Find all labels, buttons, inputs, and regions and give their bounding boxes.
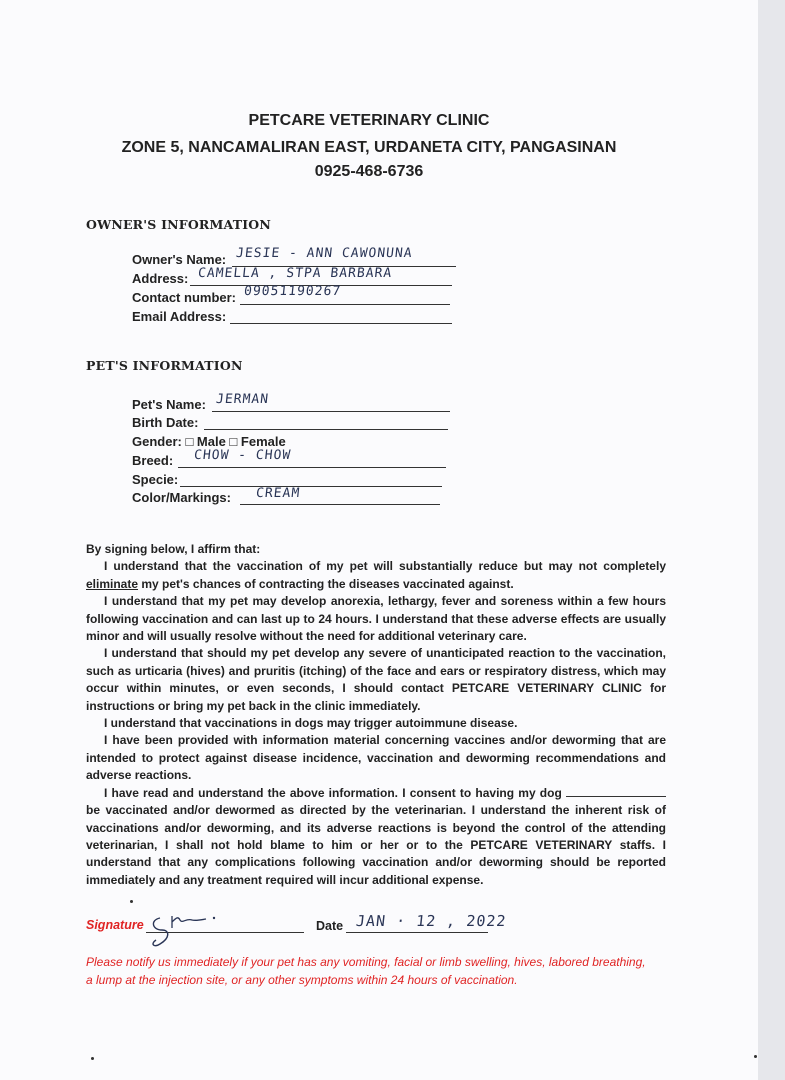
scan-edge — [758, 0, 785, 1080]
scan-speck — [754, 1055, 757, 1058]
breed-label: Breed: — [132, 453, 174, 468]
consent-p3: I understand that should my pet develop any severe of unanticipated reaction to the vaccination, such as urticaria (hives) and pruritis (itching) of the face and ears or respiratory distress, which may occur within minutes, or even seconds, I should contact PETCARE VETERINARY CLINIC for instructions or bring my pet back in the clinic immediately. — [86, 646, 666, 713]
pet-name-field — [132, 397, 206, 415]
clinic-name: PETCARE VETERINARY CLINIC — [248, 112, 490, 129]
owner-name-label: Owner's Name: — [132, 252, 227, 267]
clinic-address: ZONE 5, NANCAMALIRAN EAST, URDANETA CITY, PANGASINAN — [121, 139, 617, 156]
consent-intro: By signing below, I affirm that: — [86, 542, 261, 556]
consent-p1-b: my pet's chances of contracting the diseases vaccinated against. — [138, 576, 514, 591]
contact-label: Contact number: — [132, 290, 236, 305]
color-label: Color/Markings: — [132, 490, 231, 505]
consent-p6-b: be vaccinated and/or dewormed as directed by the veterinarian. I understand the inherent risk of vaccinations and/or deworming, and its adverse reactions is beyond the control of the attending veterinarian, I shall not hold blame to him or her or to the PETCARE VETERINARY staffs. I understand that any complications following vaccination and/or deworming should be reported immediately and any treatment required will incur additional expense. — [86, 803, 666, 887]
contact-field — [132, 290, 236, 308]
birth-date-field — [132, 415, 198, 433]
consent-p6 — [86, 785, 666, 889]
owner-name-value: JESIE - ANN CAWONUNA — [235, 246, 414, 261]
specie-line[interactable] — [180, 470, 442, 487]
pet-name-value: JERMAN — [215, 392, 270, 407]
date-value: JAN · 12 , 2022 — [355, 912, 508, 930]
notice-text: Please notify us immediately if your pet has any vomiting, facial or limb swelling, hives, labored breathing, a lump at the injection site, or any other symptoms within 24 hours of vaccination. — [86, 955, 646, 987]
handwritten-signature — [148, 900, 238, 950]
contact-value: 09051190267 — [243, 284, 342, 299]
color-value: CREAM — [255, 486, 301, 501]
specie-label: Specie: — [132, 472, 179, 487]
specie-field — [132, 472, 178, 490]
date-label: Date — [316, 919, 344, 933]
address-value: CAMELLA , STPA BARBARA — [197, 266, 393, 281]
consent-p1-underline: eliminate — [86, 576, 139, 591]
clinic-phone: 0925-468-6736 — [314, 163, 424, 180]
dog-name-blank[interactable] — [566, 785, 666, 797]
consent-p5: I have been provided with information material concerning vaccines and/or deworming that are intended to protect against disease incidence, vaccination and deworming recommendations and adverse reactions. — [86, 733, 666, 783]
breed-field — [132, 453, 173, 471]
consent-p2: I understand that my pet may develop anorexia, lethargy, fever and soreness within a few hours following vaccination and can last up to 24 hours. I understand that these adverse effects are usually minor and will usually resolve without the need for additional veterinary care. — [86, 594, 666, 644]
email-label: Email Address: — [132, 309, 227, 324]
birth-date-label: Birth Date: — [132, 415, 199, 430]
pen-mark — [130, 900, 133, 903]
consent-p1-a: I understand that the vaccination of my pet will substantially reduce but may not completely — [104, 559, 666, 574]
consent-p1 — [86, 558, 666, 593]
scan-speck — [91, 1057, 94, 1060]
address-field — [132, 271, 188, 289]
color-field — [132, 490, 231, 508]
breed-value: CHOW - CHOW — [193, 448, 292, 463]
email-field — [132, 309, 226, 327]
pet-section-title: PET'S INFORMATION — [86, 358, 243, 373]
consent-p4: I understand that vaccinations in dogs may trigger autoimmune disease. — [104, 716, 518, 731]
email-line[interactable] — [230, 307, 452, 324]
address-label: Address: — [132, 271, 189, 286]
gender-label: Gender: □ Male □ Female — [132, 434, 286, 449]
signature-label: Signature — [86, 918, 144, 932]
owner-section-title: OWNER'S INFORMATION — [86, 217, 272, 232]
pet-name-label: Pet's Name: — [132, 397, 206, 412]
consent-p6-a: I have read and understand the above information. I consent to having my dog — [104, 785, 562, 800]
consent-text — [86, 541, 666, 889]
birth-date-line[interactable] — [204, 413, 448, 430]
